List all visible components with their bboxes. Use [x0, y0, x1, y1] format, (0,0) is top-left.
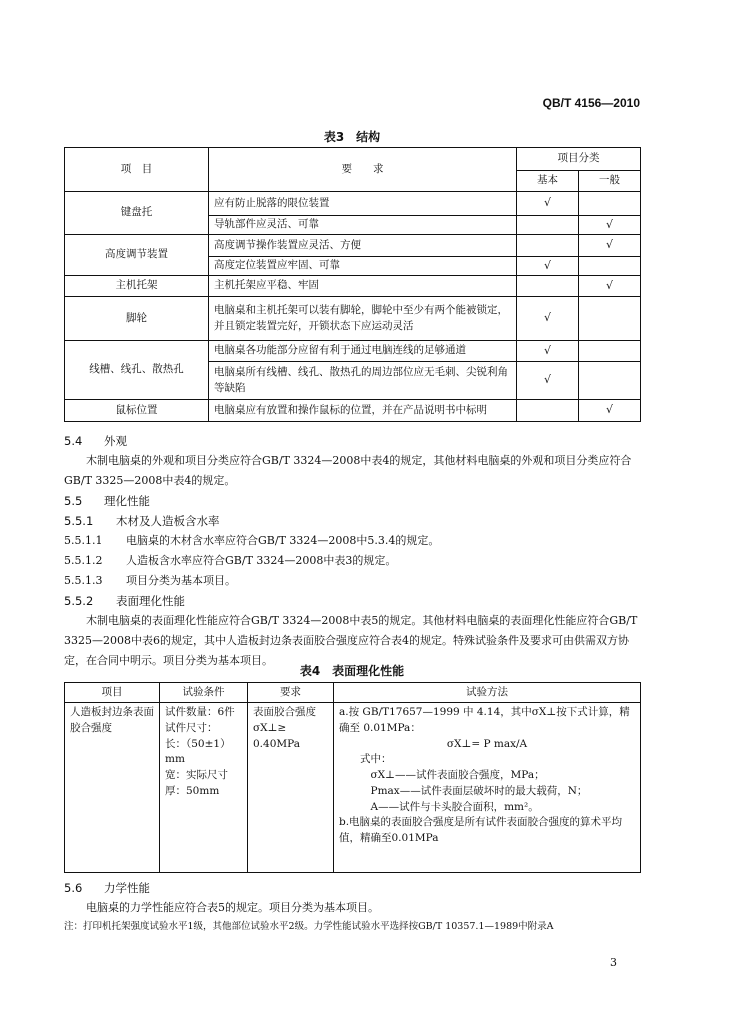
- t3-basic-check: √: [517, 257, 579, 276]
- heading-5-4: 5.4 外观: [64, 434, 127, 448]
- table4-caption: 表4 表面理化性能: [299, 664, 405, 678]
- heading-5-5: 5.5 理化性能: [64, 494, 150, 508]
- clause-5-5-1-1: 5.5.1.1 电脑桌的木材含水率应符合GB/T 3324—2008中5.3.4的规定。: [64, 534, 440, 547]
- t3-requirement: 电脑桌各功能部分应留有利于通过电脑连线的足够通道: [209, 341, 517, 362]
- t3-requirement: 高度定位装置应牢固、可靠: [209, 257, 517, 276]
- table-row: [65, 276, 641, 297]
- t4-method: a.按 GB/T17657—1999 中 4.14，其中σX⊥按下式计算，精确至 0.01MPa： σX⊥= P max/A 式中： σX⊥——试件表面胶合强度，MPa； Pmax——试件表面层破坏时的最大载荷，N； A——试件与卡头胶合面积，mm²。 b.电脑桌的表面胶合强度是所有试件表面胶合强度的算术平均值，精确至0.01MPa: [334, 703, 641, 873]
- para-5-6: 电脑桌的力学性能应符合表5的规定。项目分类为基本项目。: [86, 901, 379, 914]
- t3-requirement: 电脑桌和主机托架可以装有脚轮，脚轮中至少有两个能被锁定，并且锁定装置完好，开锁状态下应运动灵活: [209, 297, 517, 341]
- t3-general-check: √: [579, 276, 641, 297]
- heading-5-5-2: 5.5.2 表面理化性能: [64, 594, 185, 608]
- t3-basic-check: √: [517, 297, 579, 341]
- t4-conditions: 试件数量：6件 试件尺寸： 长：（50±1）mm 宽：实际尺寸 厚：50mm: [160, 703, 248, 873]
- t3-header-item: 项 目: [65, 148, 209, 192]
- table-row: [65, 235, 641, 257]
- t3-header-general: 一般: [579, 171, 641, 192]
- t3-general-check: [579, 362, 641, 400]
- t3-basic-check: √: [517, 192, 579, 216]
- page-number: 3: [610, 956, 617, 969]
- t3-header-basic: 基本: [517, 171, 579, 192]
- t3-requirement: 电脑桌所有线槽、线孔、散热孔的周边部位应无毛刺、尖锐利角等缺陷: [209, 362, 517, 400]
- t4-requirement: 表面胶合强度σX⊥≥ 0.40MPa: [248, 703, 334, 873]
- t3-item: 脚轮: [65, 297, 209, 341]
- section-5-4-to-5-5-2: [64, 431, 640, 671]
- table3: [64, 147, 641, 422]
- t3-basic-check: [517, 216, 579, 235]
- t3-item: 主机托架: [65, 276, 209, 297]
- t3-basic-check: [517, 235, 579, 257]
- t3-requirement: 应有防止脱落的限位装置: [209, 192, 517, 216]
- t4-header-requirement: 要求: [248, 683, 334, 703]
- heading-5-5-1: 5.5.1 木材及人造板含水率: [64, 514, 220, 528]
- table4: [64, 682, 641, 873]
- t3-requirement: 电脑桌应有放置和操作鼠标的位置，并在产品说明书中标明: [209, 400, 517, 422]
- clause-5-5-1-2: 5.5.1.2 人造板含水率应符合GB/T 3324—2008中表3的规定。: [64, 554, 397, 567]
- standard-number: QB/T 4156—2010: [542, 96, 640, 110]
- table-row: [65, 192, 641, 216]
- section-5-6: [64, 878, 640, 936]
- t3-general-check: √: [579, 400, 641, 422]
- t3-general-check: √: [579, 216, 641, 235]
- t3-basic-check: [517, 276, 579, 297]
- t3-header-requirement: 要 求: [209, 148, 517, 192]
- t3-requirement: 导轨部件应灵活、可靠: [209, 216, 517, 235]
- t3-item: 鼠标位置: [65, 400, 209, 422]
- t3-requirement: 高度调节操作装置应灵活、方便: [209, 235, 517, 257]
- table-row: [65, 297, 641, 341]
- t4-header-method: 试验方法: [334, 683, 641, 703]
- t3-general-check: √: [579, 235, 641, 257]
- t3-item: 高度调节装置: [65, 235, 209, 276]
- para-5-5-2: 木制电脑桌的表面理化性能应符合GB/T 3324—2008中表5的规定。其他材料电脑桌的表面理化性能应符合GB/T 3325—2008中表6的规定，其中人造板封边条表面胶合强度应符合表4的规定。特殊试验条件及要求可由供需双方协定，在合同中明示。项目分类为基本项目。: [64, 614, 638, 667]
- t3-header-class: 项目分类: [517, 148, 641, 171]
- t3-requirement: 主机托架应平稳、牢固: [209, 276, 517, 297]
- t3-general-check: [579, 257, 641, 276]
- t3-general-check: [579, 297, 641, 341]
- t3-basic-check: [517, 400, 579, 422]
- t4-item: 人造板封边条表面胶合强度: [65, 703, 160, 873]
- mechanical-note: 注：打印机托架强度试验水平1级，其他部位试验水平2级。力学性能试验水平选择按GB/T 10357.1—1989中附录A: [64, 921, 554, 932]
- clause-5-5-1-3: 5.5.1.3 项目分类为基本项目。: [64, 574, 236, 587]
- t3-general-check: [579, 192, 641, 216]
- t3-item: 线槽、线孔、散热孔: [65, 341, 209, 400]
- table3-caption: 表3 结构: [323, 130, 381, 144]
- t3-general-check: [579, 341, 641, 362]
- table-row: [65, 400, 641, 422]
- t3-item: 键盘托: [65, 192, 209, 235]
- t3-basic-check: √: [517, 362, 579, 400]
- t4-header-conditions: 试验条件: [160, 683, 248, 703]
- t4-header-item: 项目: [65, 683, 160, 703]
- table-row: [65, 341, 641, 362]
- t3-basic-check: √: [517, 341, 579, 362]
- para-5-4: 木制电脑桌的外观和项目分类应符合GB/T 3324—2008中表4的规定，其他材料电脑桌的外观和项目分类应符合GB/T 3325—2008中表4的规定。: [64, 454, 632, 487]
- heading-5-6: 5.6 力学性能: [64, 881, 150, 895]
